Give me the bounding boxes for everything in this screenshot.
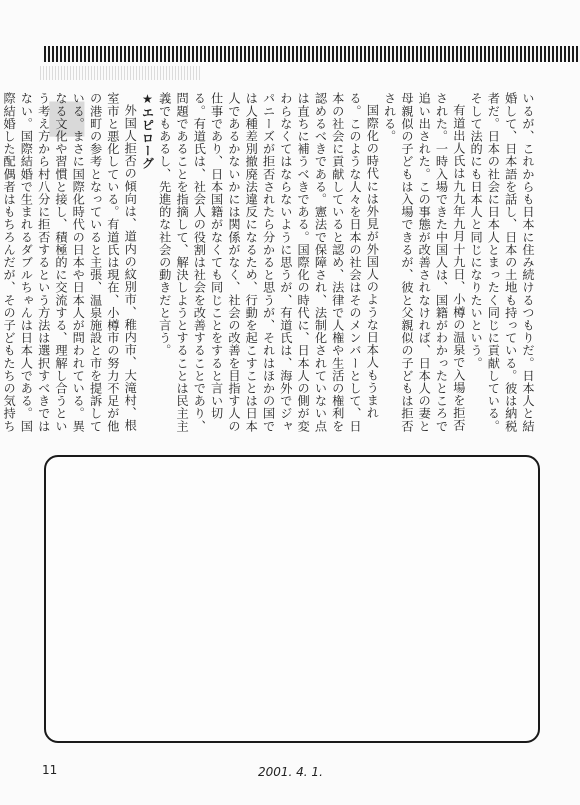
article-paragraph-1: いるが、これからも日本に住み続けるつもりだ。日本人と結婚して、日本語を話し、日本の土地も持っている。彼は納税者だ。日本の社会に日本人とまったく同じに貢献している。そして法的にも日本人と同じになりたいという。 bbox=[469, 92, 535, 433]
article-paragraph-3: 国際化の時代には外見が外国人のような日本人もうまれる。このような人々を日本の社会はそのメンバーとして、日本の社会に貢献していると認め、法律で人権や生活の権利を認めるべきである。憲法で保障され、法制化されていない点は直ちに補うべきである。国際化の時代に、日本人の側が変わらなくてはならないように思うが、有道氏は、海外でジャパニーズが拒否されたら分かると思うが、それはほかの国では人種差別撤廃法違反になるため、行動を起こすことは日本人であるかないかには関係がなく、社会の改善を目指す人の仕事であり、日本国籍がなくても同じことをすると言い切る。有道氏は、社会人の役割は社会を改善することであり、問題であることを指摘して、解決しようとすることは民主主義でもあるし、先進的な社会の動きだと言う。 bbox=[157, 92, 380, 433]
bleedthrough-glyph: ■ bbox=[40, 88, 94, 142]
epilogue-heading: ★エピローグ bbox=[140, 92, 155, 170]
header-bleedthrough-band bbox=[40, 66, 200, 80]
header-decorative-stripe bbox=[44, 46, 580, 62]
article-body bbox=[2, 92, 536, 437]
photo-frame bbox=[44, 455, 540, 743]
page-number: 11 bbox=[42, 763, 58, 777]
issue-date: 2001. 4. 1. bbox=[258, 765, 323, 779]
article-paragraph-2: 有道出人氏は九九年九月十九日、小樽の温泉で入場を拒否された。一時入場できた中国人は、国籍がわかったところで追い出された。この事態が改善されなければ、日本人の妻と母親似の子どもは入場できるが、彼と父親似の子どもは拒否される。 bbox=[382, 92, 466, 433]
epilogue-paragraph-1: 外国人拒否の傾向は、道内の紋別市、稚内市、大滝村、根室市と悪化している。有道氏は現在、小樽市の努力不足が他の港町の参考となっていると主張、温泉施設と市を提訴している。まさに国際化時代の日本や日本人が問われている。異なる文化や習慣と接し、積極的に交流する、理解し合うという考え方から村八分に拒否するという方法は選択すべきではない。国際結婚で生まれるダブルちゃんは日本人である。国際結婚した配偶者はもちろんだが、その子どもたちの気持ち bbox=[2, 92, 138, 433]
